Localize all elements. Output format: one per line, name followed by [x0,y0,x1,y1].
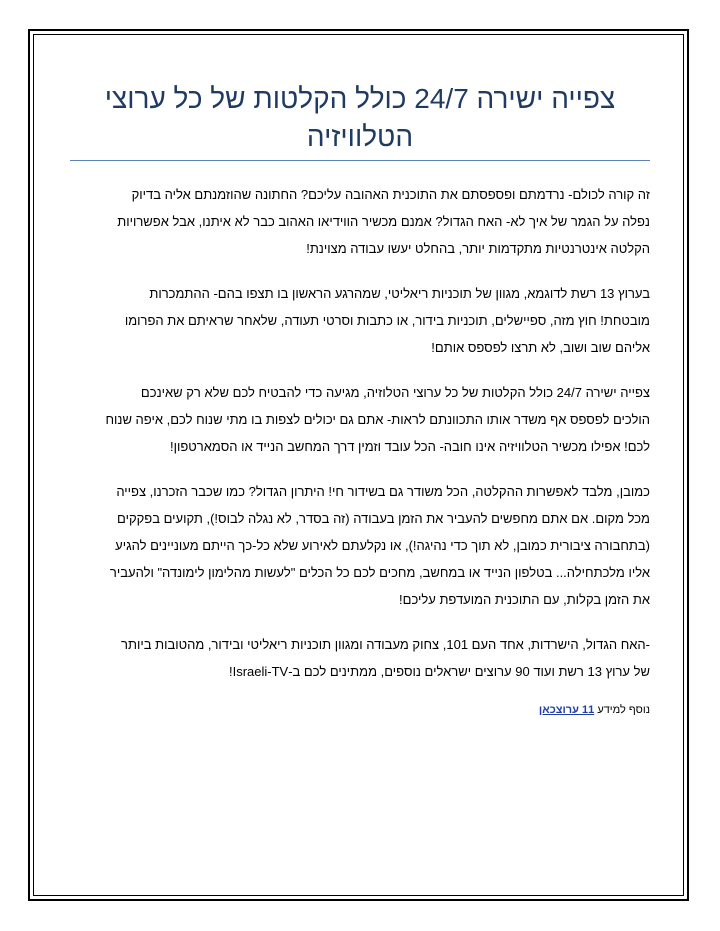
paragraph [70,478,650,613]
paragraph-line: צפייה ישירה 24/7 כולל הקלטות של כל ערוצי הטלוזיה, מגיעה כדי להבטיח לכם שלא רק שאינכם [140,385,650,400]
paragraph-line: אליו מלכתחילה... בטלפון הנייד או במחשב, מחכים לכם כל הכלים "לעשות מהלימון לימונדה" ולהעביר [109,565,650,580]
document-content [70,80,650,719]
title-line-1: צפייה ישירה 24/7 כולל הקלטות של כל ערוצי [104,83,616,114]
paragraph-line: מובטחת! חוץ מזה, ספיישלים, תוכניות בידור, או כתבות וסרטי תעודה, שלאחר שראיתם את הפרומו [124,313,650,328]
paragraph-line: לכם! אפילו מכשיר הטלוויזיה אינו חובה- הכל עובד וזמין דרך המחשב הנייד או הסמארטפון! [170,439,650,454]
paragraph [70,280,650,361]
paragraph-line: נפלה על הגמר של איך לא- האח הגדול? אמנם מכשיר הווידיאו האהוב כבר לא איתנו, אבל אפשרויות [117,214,650,229]
paragraph-line: כמובן, מלבד לאפשרות ההקלטה, הכל משודר גם בשידור חי! היתרון הגדול? כמו שכבר הזכרנו, צפייה [116,484,650,499]
paragraph-line: בערוץ 13 רשת לדוגמא, מגוון של תוכניות ריאליטי, שמהרגע הראשון בו תצפו בהם- ההתמכרות [149,286,650,301]
paragraph-line: הקלטה אינטרנטיות מתקדמות יותר, בהחלט יעשו עבודה מצוינת! [306,241,650,256]
paragraph-line: -האח הגדול, הישרדות, אחד העם 101, צחוק מעבודה ומגוון תוכניות ריאליטי ובידור, מהטובות ביותר [121,637,650,652]
paragraph [70,181,650,262]
paragraph-line: אליהם שוב ושוב, לא תרצו לפספס אותם! [431,340,650,355]
paragraph-line: הולכים לפספס אף משדר אותו התכוונתם לראות- אתם גם יכולים לצפות בו מתי שנוח לכם, איפה שנוח [105,412,650,427]
title-divider [70,160,650,161]
title-line-2: הטלוויזיה [306,121,414,152]
footer-link[interactable]: 11 ערוצכאן [538,704,595,716]
paragraph-line: של ערוץ 13 רשת ועוד 90 ערוצים ישראלים נוספים, ממתינים לכם ב-Israeli-TV! [228,664,650,679]
paragraph-line: (בתחבורה ציבורית כמובן, לא תוך כדי נהיגה!), או נקלעתם לאירוע שלא כל-כך הייתם מעוניינים להגיע [115,538,650,553]
footer-note [70,701,650,719]
paragraph [70,379,650,460]
paragraph-line: מכל מקום. אם אתם מחפשים להעביר את הזמן בעבודה (זה בסדר, לא נגלה לבוס!), תקועים בפקקים [117,511,650,526]
paragraph-line: זה קורה לכולם- נרדמתם ופספסתם את התוכנית האהובה עליכם? החתונה שהוזמנתם אליה בדיוק [131,187,650,202]
paragraph [70,631,650,685]
page-title [70,80,650,156]
paragraph-line: את הזמן בקלות, עם התוכנית המועדפת עליכם! [399,592,650,607]
footer-prefix: נוסף למידע [597,704,650,716]
